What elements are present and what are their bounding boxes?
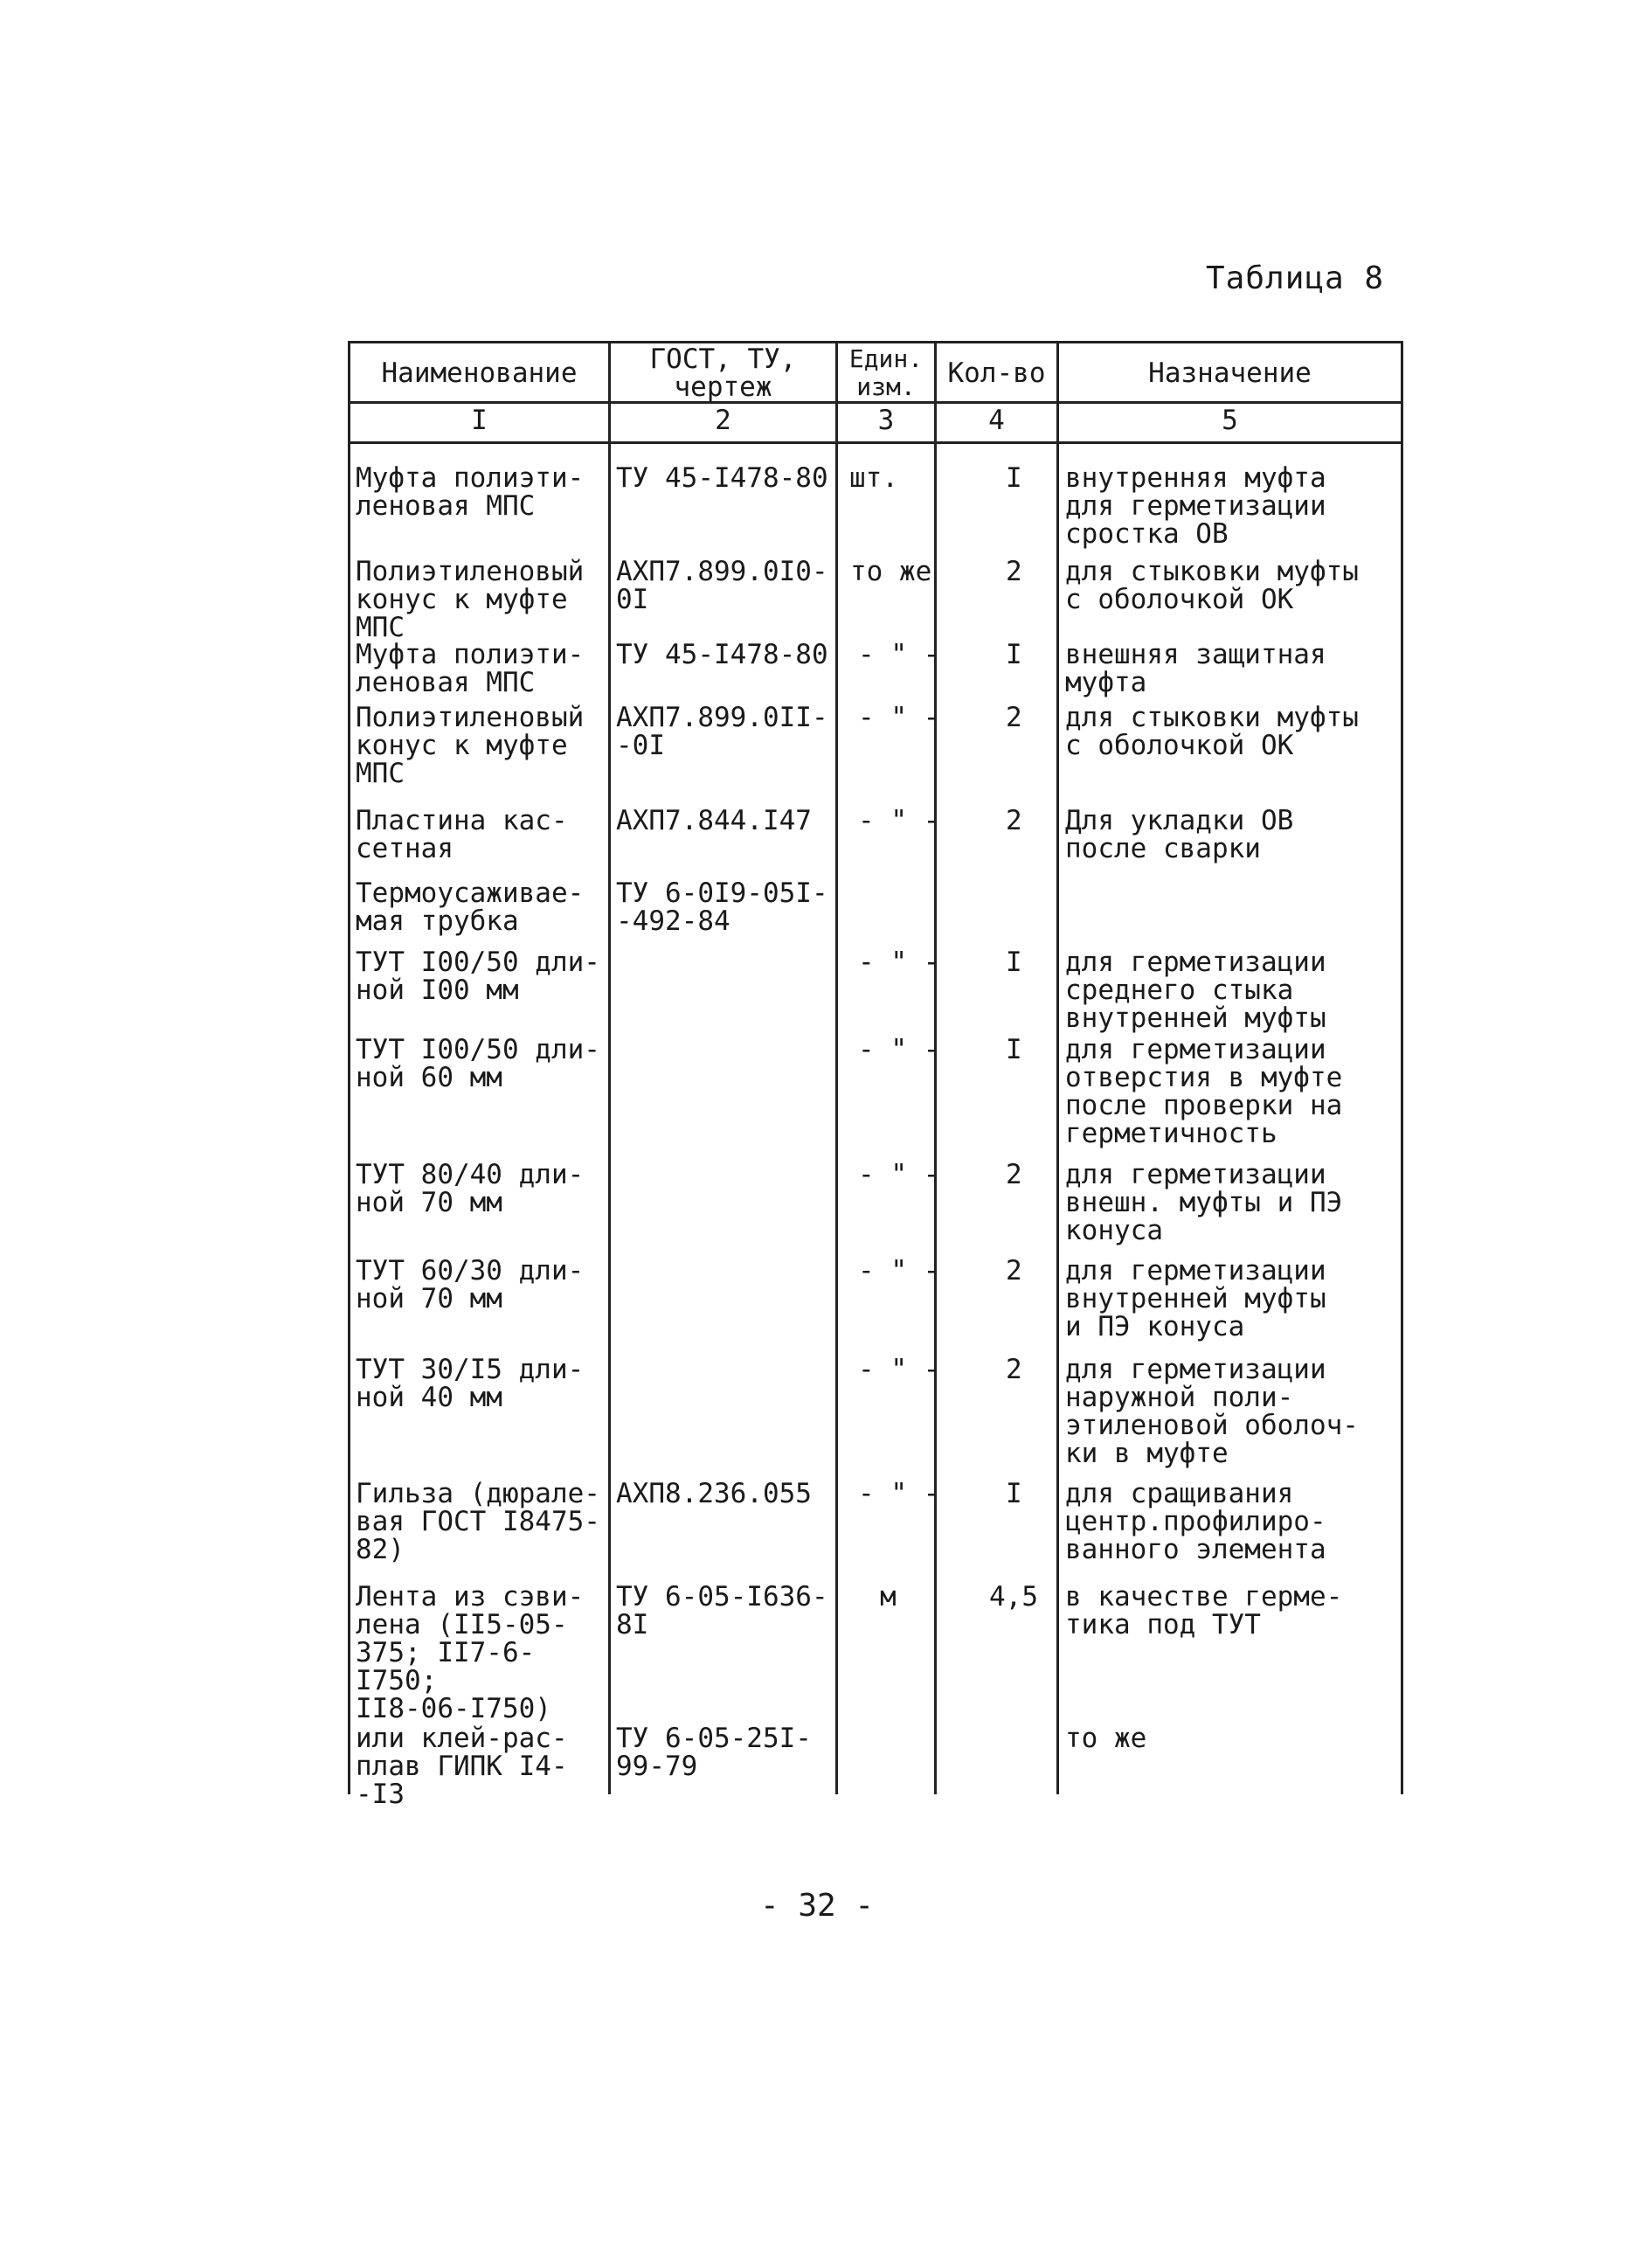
row-purpose: для сращивания центр.профилиро- ванного элемента bbox=[1065, 1478, 1326, 1565]
row-purpose: то же bbox=[1065, 1723, 1147, 1754]
row-qty: 2 bbox=[1006, 556, 1022, 587]
row-unit: - " - bbox=[858, 639, 940, 670]
header-divider bbox=[350, 441, 1401, 444]
row-name: или клей-рас- плав ГИПК I4- -I3 bbox=[356, 1723, 568, 1810]
row-gost: АХП7.844.I47 bbox=[616, 805, 812, 836]
row-qty: I bbox=[1006, 462, 1022, 494]
column-divider bbox=[1056, 343, 1059, 1794]
row-name: Полиэтиленовый конус к муфте МПС bbox=[356, 702, 585, 789]
header-gost: ГОСТ, ТУ, чертеж bbox=[649, 343, 797, 403]
row-name: Гильза (дюрале- вая ГОСТ I8475- 82) bbox=[356, 1478, 600, 1565]
row-qty: 2 bbox=[1006, 805, 1022, 836]
row-gost: ТУ 45-I478-80 bbox=[616, 462, 828, 494]
row-name: ТУТ I00/50 дли- ной I00 мм bbox=[356, 947, 600, 1006]
row-qty: 4,5 bbox=[989, 1581, 1038, 1613]
column-number: 2 bbox=[715, 405, 731, 436]
row-purpose: внутренняя муфта для герметизации сростка ОВ bbox=[1065, 462, 1326, 550]
row-unit: - " - bbox=[858, 1034, 940, 1065]
row-gost: ТУ 6-05-I636- 8I bbox=[616, 1581, 828, 1640]
row-qty: 2 bbox=[1006, 1255, 1022, 1287]
row-gost: АХП8.236.055 bbox=[616, 1478, 812, 1509]
row-name: ТУТ 80/40 дли- ной 70 мм bbox=[356, 1159, 585, 1218]
row-unit: - " - bbox=[858, 1159, 940, 1190]
row-qty: I bbox=[1006, 639, 1022, 670]
column-number: 5 bbox=[1222, 405, 1238, 436]
row-unit: - " - bbox=[858, 702, 940, 733]
row-unit: - " - bbox=[858, 1255, 940, 1287]
row-name: ТУТ 30/I5 дли- ной 40 мм bbox=[356, 1354, 585, 1413]
row-name: Термоусаживае- мая трубка bbox=[356, 877, 585, 937]
page-number: - 32 - bbox=[759, 1888, 875, 1924]
row-purpose: в качестве герме- тика под ТУТ bbox=[1065, 1581, 1343, 1640]
row-purpose: для герметизации внешн. муфты и ПЭ конуса bbox=[1065, 1159, 1343, 1246]
row-name: Пластина кас- сетная bbox=[356, 805, 568, 864]
row-purpose: Для укладки ОВ после сварки bbox=[1065, 805, 1294, 864]
row-purpose: для герметизации внутренней муфты и ПЭ конуса bbox=[1065, 1255, 1326, 1342]
row-name: ТУТ 60/30 дли- ной 70 мм bbox=[356, 1255, 585, 1314]
row-qty: I bbox=[1006, 1034, 1022, 1065]
column-number: I bbox=[471, 405, 488, 436]
row-name: Лента из сэви- лена (II5-05- 375; II7-6- I750; II8-06-I750) bbox=[356, 1581, 585, 1724]
row-unit: м bbox=[880, 1581, 897, 1613]
row-gost: АХП7.899.0I0- 0I bbox=[616, 556, 828, 615]
row-name: Муфта полиэти- леновая МПС bbox=[356, 462, 585, 522]
row-unit: - " - bbox=[858, 947, 940, 978]
row-gost: ТУ 6-0I9-05I- -492-84 bbox=[616, 877, 828, 937]
header-purpose: Назначение bbox=[1148, 357, 1312, 389]
header-name: Наименование bbox=[381, 357, 578, 389]
column-divider bbox=[934, 343, 937, 1794]
row-qty: 2 bbox=[1006, 702, 1022, 733]
row-purpose: для герметизации среднего стыка внутренней муфты bbox=[1065, 947, 1326, 1034]
row-gost: ТУ 45-I478-80 bbox=[616, 639, 828, 670]
row-qty: 2 bbox=[1006, 1354, 1022, 1385]
row-unit: - " - bbox=[858, 1478, 940, 1509]
materials-table bbox=[348, 341, 1403, 1810]
row-unit: то же bbox=[850, 556, 932, 587]
row-qty: 2 bbox=[1006, 1159, 1022, 1190]
row-name: ТУТ I00/50 дли- ной 60 мм bbox=[356, 1034, 600, 1093]
row-gost: ТУ 6-05-25I- 99-79 bbox=[616, 1723, 812, 1782]
row-purpose: для стыковки муфты с оболочкой ОК bbox=[1065, 556, 1359, 615]
table-caption: Таблица 8 bbox=[1206, 260, 1385, 296]
row-purpose: для стыковки муфты с оболочкой ОК bbox=[1065, 702, 1359, 761]
row-gost: АХП7.899.0II- -0I bbox=[616, 702, 828, 761]
row-name: Полиэтиленовый конус к муфте МПС bbox=[356, 556, 585, 643]
row-unit: - " - bbox=[858, 805, 940, 836]
row-purpose: для герметизации отверстия в муфте после проверки на герметичность bbox=[1065, 1034, 1343, 1149]
header-qty: Кол-во bbox=[947, 357, 1046, 389]
header-unit: Един. изм. bbox=[848, 344, 924, 401]
column-number: 3 bbox=[877, 405, 895, 436]
column-number: 4 bbox=[988, 405, 1005, 436]
header-divider bbox=[350, 401, 1401, 404]
row-purpose: внешняя защитная муфта bbox=[1065, 639, 1326, 698]
row-qty: I bbox=[1006, 1478, 1022, 1509]
row-name: Муфта полиэти- леновая МПС bbox=[356, 639, 585, 698]
row-unit: шт. bbox=[849, 462, 898, 494]
row-qty: I bbox=[1006, 947, 1022, 978]
row-purpose: для герметизации наружной поли- этиленовой оболоч- ки в муфте bbox=[1065, 1354, 1359, 1469]
column-divider bbox=[835, 343, 838, 1794]
row-unit: - " - bbox=[858, 1354, 940, 1385]
